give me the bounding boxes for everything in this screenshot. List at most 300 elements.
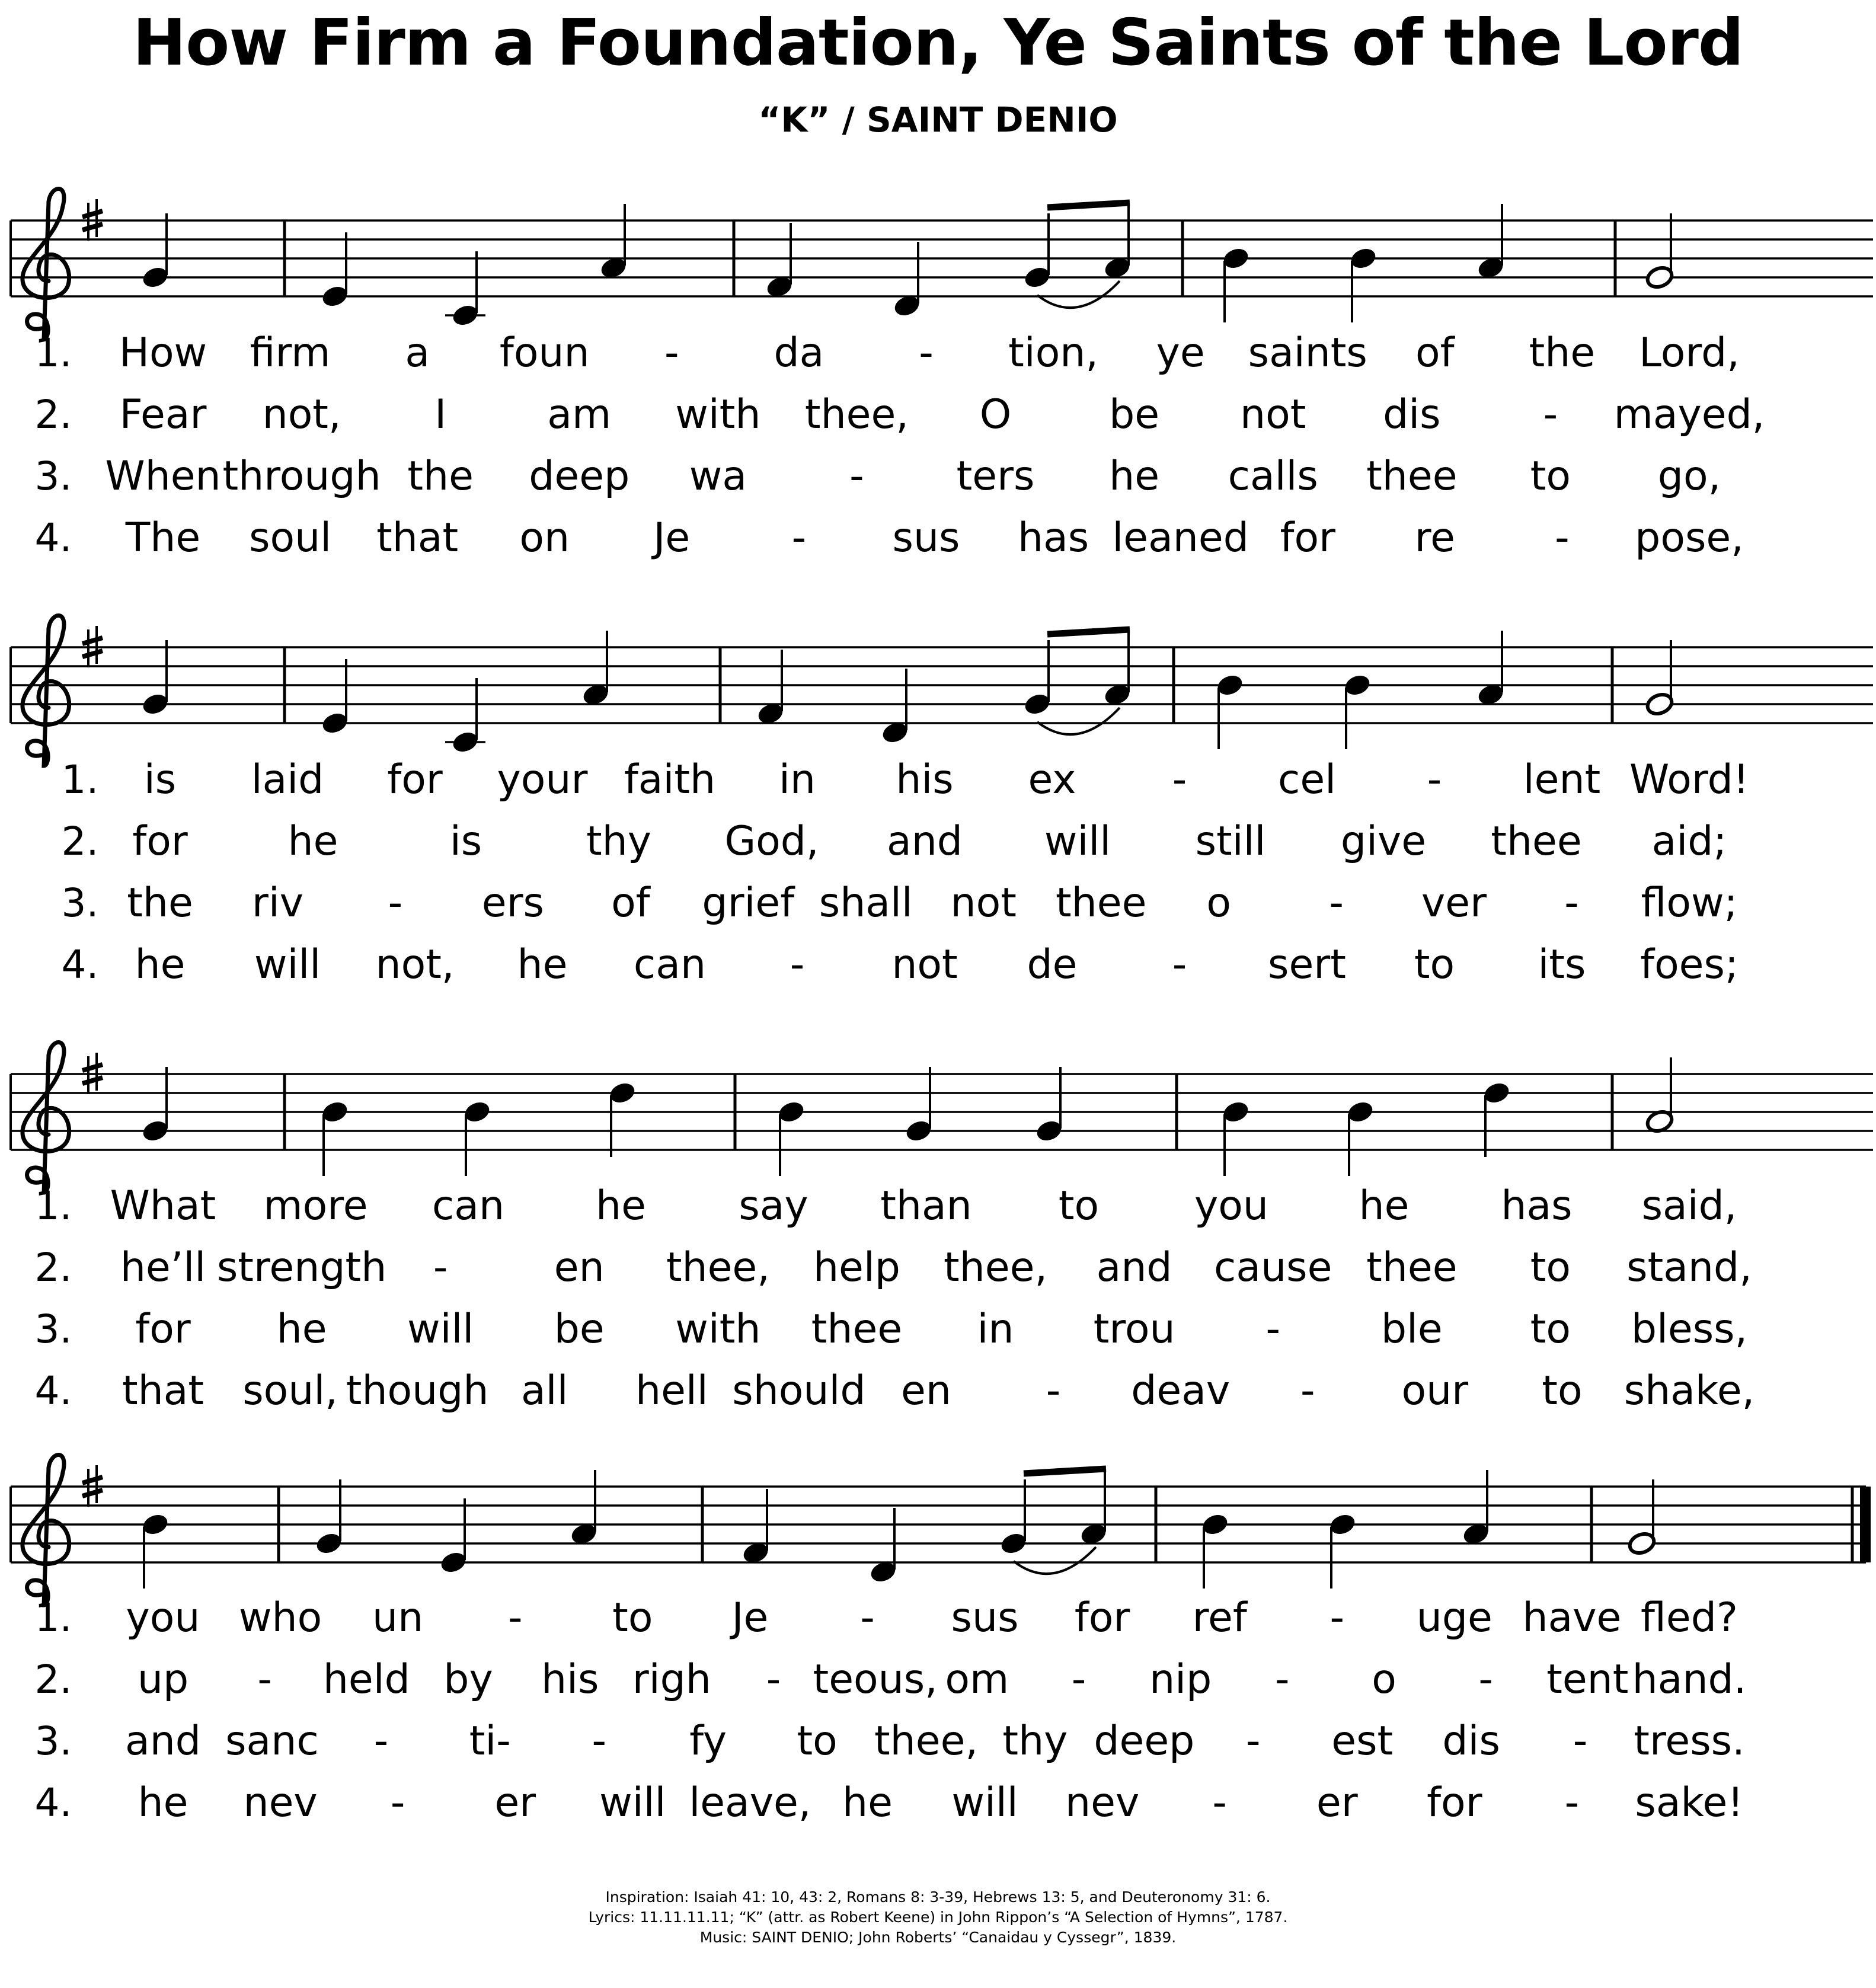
note-A4 [1102,204,1132,281]
syllable-hyphen: - [388,880,403,926]
lyric-syllable: en [554,1244,605,1291]
slur [1014,1547,1096,1574]
lyric-syllable: that [376,514,459,561]
treble-clef-shape [23,1042,69,1193]
lyric-syllable: fled? [1641,1594,1738,1641]
lyric-syllable: has [1017,514,1089,561]
syllable-hyphen: - [849,453,864,500]
lyric-syllable: to [1530,453,1571,500]
lyric-syllable: he [276,1306,327,1353]
lyric-syllable: est [1331,1718,1394,1765]
lyric-syllable: its [1538,941,1586,988]
lyric-syllable: bless, [1631,1306,1748,1353]
syllable-hyphen: - [390,1779,405,1826]
lyric-syllable: have [1522,1594,1622,1641]
lyric-syllable: nip [1149,1656,1212,1703]
lyric-syllable: sus [892,514,960,561]
note-F4 [765,223,794,300]
lyric-syllable: un [372,1594,424,1641]
note-G4 [140,640,170,717]
note-B4 [320,1099,350,1176]
note-B4 [776,1099,806,1176]
syllable-hyphen: - [790,941,805,988]
lyric-syllable: Word! [1629,756,1750,803]
note-A4 [1476,204,1506,281]
lyric-syllable: our [1401,1367,1469,1414]
lyric-syllable: for [387,756,443,803]
note-G4 [1022,640,1052,717]
lyric-syllable: he [842,1779,893,1826]
lyric-syllable: thee [1491,818,1582,865]
lyric-syllable: not, [375,941,455,988]
syllable-hyphen: - [791,514,807,561]
lyric-syllable: leaned [1112,514,1249,561]
lyric-syllable: mayed, [1613,391,1765,438]
lyric-syllable: When [105,453,221,500]
lyric-syllable: for [1427,1779,1482,1826]
lyric-syllable: riv [251,880,304,926]
syllable-hyphen: - [373,1718,389,1765]
lyric-syllable: your [497,756,588,803]
lyric-syllable: soul [249,514,332,561]
lyric-syllable: am [547,391,612,438]
lyric-syllable: trou [1093,1306,1175,1353]
syllable-hyphen: - [1172,756,1187,803]
lyric-syllable: sake! [1635,1779,1744,1826]
lyric-syllable: ye [1156,330,1205,376]
lyric-syllable: you [126,1594,200,1641]
lyric-syllable: to [1530,1244,1571,1291]
verse-number: 4. [34,1780,72,1826]
lyric-syllable: sanc [225,1718,319,1765]
verse-number: 2. [61,819,99,864]
note-A4 [1079,1470,1108,1547]
syllable-hyphen: - [1573,1718,1588,1765]
lyric-syllable: hand. [1632,1656,1747,1703]
lyric-syllable: shake, [1623,1367,1755,1414]
note-B4 [1328,1511,1357,1589]
note-B4 [1221,1099,1251,1176]
lyric-syllable: in [779,756,816,803]
lyric-syllable: o [1206,880,1231,926]
lyric-syllable: saints [1248,330,1367,376]
lyric-syllable: has [1501,1182,1573,1229]
lyric-syllable: lent [1523,756,1601,803]
lyric-syllable: foes; [1640,941,1738,988]
lyric-syllable: will [599,1779,666,1826]
lyric-syllable: ex [1028,756,1076,803]
lyric-syllable: tion, [1008,330,1099,376]
note-D4 [880,669,910,746]
syllable-hyphen: - [592,1718,606,1765]
lyric-syllable: said, [1641,1182,1737,1229]
credit-inspiration: Inspiration: Isaiah 41: 10, 43: 2, Romans 8: 3-39, Hebrews 13: 5, and Deuteronomy 31: 6. [605,1888,1271,1906]
verse-number: 2. [34,1657,72,1702]
syllable-hyphen: - [1071,1656,1086,1703]
lyric-syllable: What [110,1182,216,1229]
lyric-syllable: re [1414,514,1455,561]
syllable-hyphen: - [664,330,679,376]
note-G4 [140,213,170,290]
lyric-syllable: he [517,941,568,988]
note-G4 [1627,1479,1657,1556]
lyric-line-verse-1 [35,1594,1738,1641]
note-C4 [445,251,485,328]
lyric-syllable: his [896,756,954,803]
verse-number: 1. [61,757,99,803]
lyric-syllable: Lord, [1639,330,1740,376]
syllable-hyphen: - [1564,1779,1580,1826]
lyric-line-verse-3 [62,880,1738,926]
syllable-hyphen: - [860,1594,875,1641]
lyric-line-verse-4 [35,1367,1755,1414]
lyric-syllable: help [813,1244,900,1291]
lyric-syllable: strength [216,1244,387,1291]
lyric-syllable: will [1044,818,1111,865]
treble-clef-shape [23,1455,69,1605]
note-B4 [1200,1511,1230,1589]
lyric-syllable: Je [731,1594,769,1641]
note-D5 [608,1080,637,1157]
syllable-hyphen: - [766,1656,781,1703]
lyric-syllable: nev [1065,1779,1140,1826]
lyric-syllable: cause [1214,1244,1332,1291]
lyric-syllable: with [675,391,761,438]
lyric-syllable: all [521,1367,568,1414]
lyric-syllable: will [951,1779,1018,1826]
lyric-syllable: who [238,1594,322,1641]
lyric-syllable: thy [586,818,652,865]
lyric-syllable: he [1109,453,1160,500]
lyric-syllable: tress. [1634,1718,1745,1765]
lyric-syllable: dis [1383,391,1441,438]
lyric-syllable: give [1340,818,1427,865]
lyric-syllable: not [950,880,1017,926]
lyric-syllable: to [1530,1306,1571,1353]
lyric-syllable: ref [1192,1594,1247,1641]
lyric-syllable: still [1195,818,1266,865]
syllable-hyphen: - [1543,391,1558,438]
lyric-syllable: with [675,1306,761,1353]
note-D4 [868,1508,898,1585]
lyric-syllable: faith [624,756,716,803]
note-A4 [1461,1470,1491,1547]
syllable-hyphen: - [433,1244,448,1291]
lyric-syllable: stand, [1626,1244,1752,1291]
verse-number: 4. [34,1368,72,1414]
lyric-syllable: Je [653,514,691,561]
lyric-syllable: he [135,941,186,988]
syllable-hyphen: - [1265,1306,1281,1353]
lyric-syllable: the [407,453,474,500]
lyric-line-verse-3 [35,1306,1748,1353]
credit-lyrics: Lyrics: 11.11.11.11; “K” (attr. as Robert Keene) in John Rippon’s “A Selection of Hymns”, 1787. [588,1909,1288,1926]
beam [1024,1469,1106,1474]
lyric-syllable: of [1415,330,1455,376]
note-E4 [439,1498,468,1575]
lyric-syllable: though [346,1367,489,1414]
lyric-syllable: righ [632,1656,711,1703]
lyric-syllable: The [125,514,201,561]
lyric-line-verse-2 [35,391,1765,438]
verse-number: 2. [34,392,72,437]
lyric-syllable: shall [819,880,913,926]
syllable-hyphen: - [1330,1594,1345,1641]
lyric-syllable: calls [1228,453,1318,500]
note-B4 [462,1099,492,1176]
syllable-hyphen: - [1555,514,1570,561]
lyric-syllable: thy [1002,1718,1068,1765]
syllable-hyphen: - [1427,756,1442,803]
note-G4 [1022,213,1052,290]
lyric-line-verse-3 [35,1718,1745,1765]
verse-number: 3. [61,880,99,926]
note-G4 [1645,640,1674,717]
lyric-syllable: to [1058,1182,1100,1229]
beam [1047,629,1130,634]
lyric-syllable: hell [635,1367,708,1414]
credit-music: Music: SAINT DENIO; John Roberts’ “Canaidau y Cyssegr”, 1839. [699,1929,1177,1946]
note-G4 [140,1067,170,1144]
lyric-syllable: say [739,1182,808,1229]
note-B4 [1346,1099,1375,1176]
lyric-syllable: sus [951,1594,1019,1641]
lyric-syllable: o [1372,1656,1396,1703]
treble-clef-shape [23,615,69,766]
note-E4 [320,659,350,736]
music-system [11,186,1873,561]
lyric-syllable: be [1109,391,1160,438]
lyric-syllable: cel [1277,756,1337,803]
lyric-syllable: to [1542,1367,1583,1414]
lyric-syllable: thee, [666,1244,770,1291]
syllable-hyphen: - [1478,1656,1493,1703]
lyric-syllable: thee [1366,453,1458,500]
lyric-syllable: to [797,1718,838,1765]
note-F4 [741,1489,771,1566]
lyric-syllable: to [612,1594,653,1641]
verse-number: 3. [34,453,72,499]
lyric-line-verse-1 [35,330,1740,376]
slur [1037,708,1120,734]
lyric-syllable: nev [243,1779,318,1826]
syllable-hyphen: - [1329,880,1344,926]
lyric-syllable: can [633,941,707,988]
lyric-syllable: his [541,1656,599,1703]
lyric-syllable: than [880,1182,972,1229]
lyric-syllable: deep [529,453,630,500]
lyric-syllable: will [254,941,321,988]
lyric-syllable: er [1316,1779,1358,1826]
lyric-syllable: thee [1366,1244,1458,1291]
lyric-syllable: he [1359,1182,1410,1229]
verse-number: 2. [34,1245,72,1290]
lyric-syllable: the [1529,330,1596,376]
slur [1037,281,1120,308]
verse-number: 1. [34,330,72,376]
lyric-syllable: firm [250,330,331,376]
lyric-line-verse-2 [35,1244,1752,1291]
lyric-syllable: da [774,330,824,376]
lyric-line-verse-4 [35,514,1744,561]
lyric-syllable: be [554,1306,605,1353]
note-A4 [1476,631,1506,708]
lyric-syllable: on [519,514,570,561]
lyric-line-verse-2 [35,1656,1747,1703]
lyric-syllable: is [449,818,482,865]
lyric-syllable: he [596,1182,646,1229]
note-F4 [756,650,785,727]
lyric-line-verse-1 [35,1182,1737,1229]
lyric-syllable: ble [1380,1306,1443,1353]
lyric-syllable: is [143,756,177,803]
note-D5 [1482,1080,1511,1157]
lyric-syllable: through [222,453,381,500]
lyric-syllable: Fear [119,391,207,438]
note-A4 [599,204,628,281]
lyric-syllable: for [1280,514,1335,561]
lyric-syllable: a [405,330,430,376]
lyric-syllable: deav [1131,1367,1231,1414]
lyric-syllable: and [1096,1244,1172,1291]
tune-name: “K” / SAINT DENIO [758,100,1118,140]
lyric-syllable: dis [1442,1718,1500,1765]
lyric-syllable: not [891,941,958,988]
lyric-syllable: tent [1546,1656,1629,1703]
syllable-hyphen: - [1172,941,1187,988]
note-B4 [1348,245,1378,322]
note-G4 [999,1479,1028,1556]
note-D4 [892,242,922,319]
lyric-syllable: ters [956,453,1035,500]
lyric-syllable: thee [811,1306,903,1353]
music-system [11,1452,1871,1826]
note-G4 [1034,1067,1064,1144]
lyric-syllable: for [132,818,188,865]
verse-number: 4. [34,515,72,561]
lyric-syllable: de [1027,941,1078,988]
lyric-syllable: should [732,1367,866,1414]
lyric-syllable: God, [724,818,819,865]
note-B4 [140,1511,170,1589]
lyric-syllable: laid [251,756,324,803]
lyric-syllable: in [977,1306,1014,1353]
lyric-syllable: by [443,1656,493,1703]
lyric-syllable: that [122,1367,204,1414]
note-E4 [320,232,350,309]
lyric-syllable: will [407,1306,474,1353]
verse-number: 3. [34,1718,72,1764]
lyric-syllable: teous, [813,1656,938,1703]
lyric-syllable: he’ll [120,1244,206,1291]
lyric-syllable: en [901,1367,951,1414]
lyric-syllable: pose, [1635,514,1744,561]
lyric-syllable: I [434,391,447,438]
syllable-hyphen: - [507,1594,523,1641]
lyric-syllable: thee [1055,880,1147,926]
note-B4 [1215,672,1245,749]
syllable-hyphen: - [257,1656,272,1703]
syllable-hyphen: - [919,330,934,376]
lyric-syllable: he [138,1779,188,1826]
lyric-syllable: soul, [242,1367,338,1414]
lyric-syllable: grief [702,880,795,926]
lyric-syllable: the [127,880,193,926]
treble-clef-shape [23,188,69,339]
lyric-syllable: fy [689,1718,727,1765]
lyric-syllable: er [494,1779,536,1826]
verse-number: 1. [34,1595,72,1641]
lyric-syllable: can [432,1182,505,1229]
lyric-syllable: aid; [1651,818,1727,865]
lyric-syllable: foun [499,330,590,376]
note-A4 [569,1470,599,1547]
lyric-syllable: up [137,1656,189,1703]
lyric-syllable: ers [481,880,545,926]
syllable-hyphen: - [1275,1656,1290,1703]
lyric-syllable: thee, [804,391,909,438]
lyric-syllable: held [322,1656,410,1703]
lyric-syllable: and [887,818,963,865]
lyric-syllable: ti- [469,1718,511,1765]
verse-number: 4. [61,942,99,987]
lyric-syllable: of [611,880,650,926]
lyric-syllable: go, [1657,453,1721,500]
syllable-hyphen: - [1246,1718,1261,1765]
lyric-syllable: and [125,1718,201,1765]
lyric-syllable: more [263,1182,368,1229]
lyric-syllable: wa [689,453,747,500]
lyric-line-verse-3 [35,453,1721,500]
note-A4 [1102,631,1132,708]
final-barline-thick [1860,1487,1871,1562]
syllable-hyphen: - [1212,1779,1227,1826]
lyric-syllable: thee, [944,1244,1048,1291]
note-A4 [1645,1057,1674,1134]
note-G4 [1645,213,1674,290]
lyric-syllable: om [945,1656,1009,1703]
lyric-syllable: for [135,1306,191,1353]
lyric-syllable: not, [262,391,341,438]
note-A4 [581,631,611,708]
lyric-syllable: not [1240,391,1306,438]
note-B4 [1221,245,1251,322]
verse-number: 1. [34,1183,72,1229]
lyric-syllable: flow; [1641,880,1738,926]
lyric-syllable: ver [1421,880,1487,926]
verse-number: 3. [34,1306,72,1352]
lyric-syllable: thee, [874,1718,979,1765]
syllable-hyphen: - [1300,1367,1315,1414]
lyric-syllable: for [1074,1594,1130,1641]
lyric-syllable: uge [1416,1594,1493,1641]
note-C4 [445,678,485,755]
lyric-line-verse-2 [62,818,1727,865]
lyric-syllable: he [287,818,338,865]
lyric-syllable: How [119,330,207,376]
lyric-syllable: deep [1094,1718,1195,1765]
hymn-title: How Firm a Foundation, Ye Saints of the Lord [132,6,1744,80]
music-system [11,613,1873,988]
syllable-hyphen: - [1046,1367,1061,1414]
note-G4 [314,1479,344,1556]
note-G4 [904,1067,934,1144]
lyric-syllable: O [979,391,1012,438]
music-system [11,1040,1873,1414]
lyric-syllable: you [1194,1182,1268,1229]
beam [1047,203,1130,207]
lyric-syllable: to [1414,941,1455,988]
